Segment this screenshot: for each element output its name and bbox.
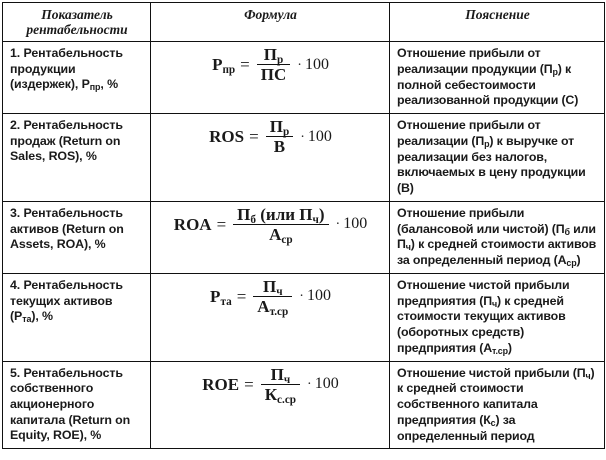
multiplication-dot: · bbox=[335, 217, 341, 233]
fraction bbox=[233, 204, 328, 247]
formula-expression bbox=[202, 364, 339, 406]
column-header-indicator-line1: Показатель bbox=[41, 7, 113, 22]
formula-left-side: $Р_{пр}$ bbox=[212, 55, 236, 77]
fraction bbox=[266, 118, 293, 155]
indicator-name-cell: 2. Рентабельность продаж (Return on Sales, ROS), % bbox=[3, 114, 151, 202]
table-body bbox=[3, 42, 605, 449]
formula-cell bbox=[151, 361, 390, 449]
column-header-indicator bbox=[3, 3, 151, 42]
fraction-denominator: $А_{т.ср}$ bbox=[253, 296, 292, 315]
explanation-cell: Отношение чистой прибыли предприятия $(П_ч)$ к средней стоимости текущих активов (оборотных средств) предприятия $(А_{т.ср})$ bbox=[390, 273, 605, 361]
fraction-numerator: $П_р$ bbox=[263, 45, 284, 67]
formula-expression bbox=[173, 204, 368, 247]
explanation-cell: Отношение чистой прибыли $(П_ч)$ к средней стоимости собственного капитала предприятия $(К_с)$ за определенный период bbox=[390, 361, 605, 449]
column-header-formula: Формула bbox=[151, 3, 390, 42]
formula-expression bbox=[210, 276, 331, 319]
formula-cell bbox=[151, 114, 390, 202]
fraction-denominator: В bbox=[266, 136, 293, 155]
column-header-indicator-line2: рентабельности bbox=[26, 22, 128, 38]
formula-cell bbox=[151, 273, 390, 361]
equals-sign: = bbox=[249, 127, 259, 147]
fraction-numerator: $П_ч$ bbox=[270, 364, 291, 386]
formula-expression bbox=[212, 46, 329, 83]
fraction bbox=[253, 276, 292, 319]
fraction-numerator: $П_р$ bbox=[269, 117, 290, 139]
table-header bbox=[3, 3, 605, 42]
fraction-denominator: ПС bbox=[257, 64, 291, 83]
multiplication-dot: · bbox=[297, 57, 302, 73]
formula-multiplier: 100 bbox=[304, 55, 329, 73]
table-row bbox=[3, 114, 605, 202]
formula-cell bbox=[151, 42, 390, 114]
column-header-explanation: Пояснение bbox=[390, 3, 605, 42]
fraction bbox=[261, 364, 300, 406]
indicator-name-cell: 3. Рентабельность активов (Return on Assets, ROA), % bbox=[3, 201, 151, 273]
fraction-numerator: $П_ч$ bbox=[263, 276, 283, 299]
equals-sign: = bbox=[240, 55, 250, 75]
table-row bbox=[3, 361, 605, 449]
formula-left-side: ROS bbox=[209, 127, 245, 147]
formula-left-side: ROE bbox=[202, 374, 240, 394]
formula-multiplier: 100 bbox=[306, 287, 331, 305]
equals-sign: = bbox=[236, 286, 247, 306]
multiplication-dot: · bbox=[299, 289, 304, 305]
indicator-name-cell: 4. Рентабельность текущих активов $(Р_{та})$, % bbox=[3, 273, 151, 361]
table-row bbox=[3, 201, 605, 273]
formula-left-side: ROA bbox=[173, 214, 212, 234]
formula-multiplier: 100 bbox=[307, 127, 332, 145]
fraction bbox=[257, 46, 291, 83]
formula-cell bbox=[151, 201, 390, 273]
formula-multiplier: 100 bbox=[314, 375, 339, 393]
multiplication-dot: · bbox=[307, 377, 312, 393]
multiplication-dot: · bbox=[300, 129, 305, 145]
table-row bbox=[3, 42, 605, 114]
indicator-name-cell: 1. Рентабельность продукции (издержек), $Р_{пр}$, % bbox=[3, 42, 151, 114]
formula-expression bbox=[209, 118, 332, 155]
rentability-indicators-table bbox=[2, 2, 605, 449]
indicator-name-cell: 5. Рентабельность собственного акционерного капитала (Return on Equity, ROE), % bbox=[3, 361, 151, 449]
rentability-table-container bbox=[0, 2, 606, 460]
explanation-cell: Отношение прибыли (балансовой или чистой) ($П_б$ или $П_ч$) к средней стоимости активов за определенный период $(А_{ср})$ bbox=[390, 201, 605, 273]
fraction-denominator: $А_{ср}$ bbox=[233, 224, 328, 243]
formula-left-side: $Р_{та}$ bbox=[210, 286, 232, 309]
equals-sign: = bbox=[244, 374, 254, 394]
equals-sign: = bbox=[216, 214, 227, 234]
fraction-denominator: $К_{с.ср}$ bbox=[261, 384, 300, 403]
explanation-cell: Отношение прибыли от реализации $(П_р)$ к выручке от реализации без налогов, включаемых в цену продукции (В) bbox=[390, 114, 605, 202]
formula-multiplier: 100 bbox=[343, 215, 368, 233]
table-row bbox=[3, 273, 605, 361]
header-row bbox=[3, 3, 605, 42]
explanation-cell: Отношение прибыли от реализации продукции $(П_р)$ к полной себестоимости реализованной продукции (С) bbox=[390, 42, 605, 114]
fraction-numerator: $П_б$ (или $П_ч$) bbox=[237, 204, 325, 227]
